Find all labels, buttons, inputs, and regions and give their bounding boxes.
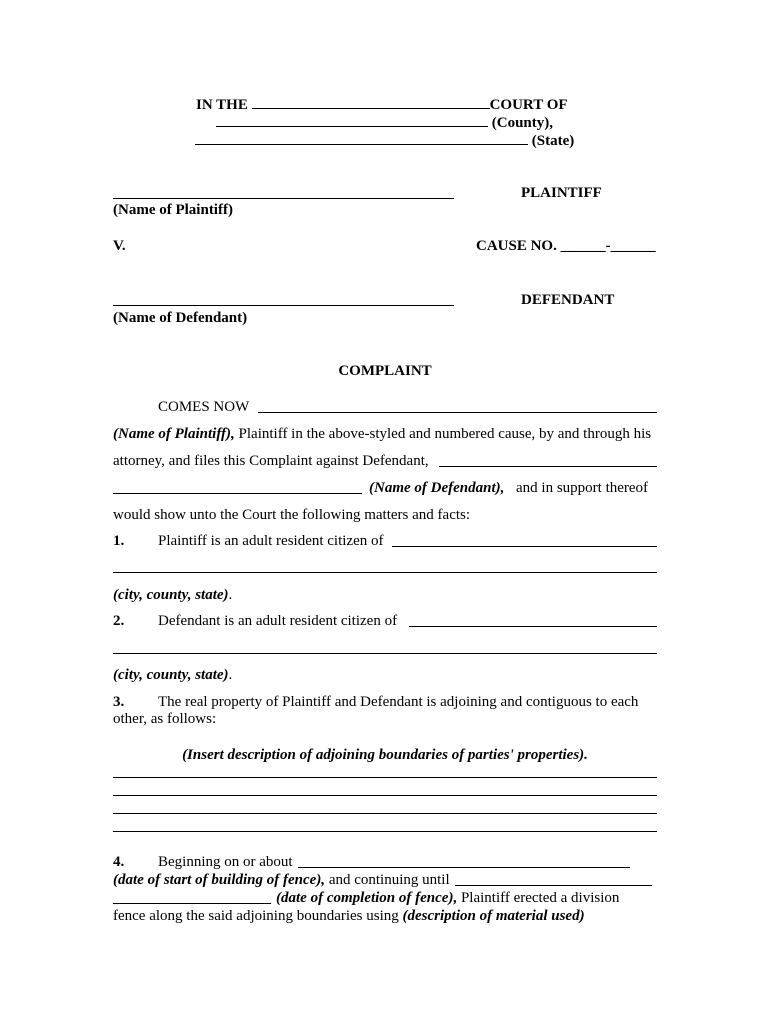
intro-line-3: attorney, and files this Complaint against Defendant, bbox=[113, 453, 429, 469]
intro-line-4-text: and in support thereof bbox=[516, 480, 649, 496]
para4-blank-3[interactable] bbox=[113, 903, 271, 904]
para2-text: Defendant is an adult resident citizen of bbox=[158, 613, 398, 629]
intro-blank-1[interactable] bbox=[258, 412, 657, 413]
intro-line-5: would show unto the Court the following matters and facts: bbox=[113, 507, 471, 523]
cause-number: CAUSE NO. ______-______ bbox=[476, 238, 656, 254]
para4-blank-1[interactable] bbox=[298, 867, 630, 868]
plaintiff-name-hint: (Name of Plaintiff), bbox=[113, 426, 235, 442]
court-header-line3 bbox=[195, 131, 574, 150]
para4-fence-text: fence along the said adjoining boundaries using bbox=[113, 908, 403, 924]
para4-beginning: Beginning on or about bbox=[158, 854, 293, 870]
para1-blank-2[interactable] bbox=[113, 572, 657, 573]
para2-hint-line bbox=[113, 666, 232, 684]
para2-number: 2. bbox=[113, 613, 125, 629]
para4-start-date-hint: (date of start of building of fence), bbox=[113, 872, 326, 888]
para4-line-2 bbox=[113, 871, 450, 889]
para4-completion-date-hint: (date of completion of fence), bbox=[276, 890, 458, 906]
court-name-blank[interactable] bbox=[252, 95, 490, 109]
court-header-line2 bbox=[216, 113, 553, 132]
court-header-line1 bbox=[196, 95, 568, 114]
court-of-label: COURT OF bbox=[489, 97, 568, 113]
para3-blank-3[interactable] bbox=[113, 813, 657, 814]
para3-text-2: other, as follows: bbox=[113, 711, 217, 727]
para2-end: . bbox=[228, 667, 233, 683]
intro-blank-2[interactable] bbox=[439, 466, 657, 467]
para4-erected: Plaintiff erected a division bbox=[457, 890, 620, 906]
para3-text: The real property of Plaintiff and Defendant is adjoining and contiguous to each bbox=[158, 694, 639, 710]
defendant-role: DEFENDANT bbox=[521, 292, 615, 308]
para4-line-3 bbox=[276, 889, 619, 907]
plaintiff-name-label: (Name of Plaintiff) bbox=[113, 202, 233, 218]
intro-blank-3[interactable] bbox=[113, 493, 362, 494]
para3-insert-hint: (Insert description of adjoining boundaries of parties' properties). bbox=[182, 747, 588, 763]
para4-continuing: and continuing until bbox=[325, 872, 450, 888]
para4-blank-2[interactable] bbox=[455, 885, 652, 886]
in-the-label: IN THE bbox=[196, 97, 248, 113]
county-blank[interactable] bbox=[216, 113, 488, 127]
para3-blank-4[interactable] bbox=[113, 831, 657, 832]
intro-line-2 bbox=[113, 425, 651, 443]
versus: V. bbox=[113, 238, 126, 254]
para1-number: 1. bbox=[113, 533, 125, 549]
plaintiff-name-line[interactable] bbox=[113, 198, 454, 199]
para1-hint: (city, county, state) bbox=[113, 587, 229, 603]
defendant-name-hint: (Name of Defendant), bbox=[369, 480, 505, 496]
defendant-name-line[interactable] bbox=[113, 305, 454, 306]
state-label: (State) bbox=[531, 133, 575, 149]
state-blank[interactable] bbox=[195, 131, 528, 145]
para2-hint: (city, county, state) bbox=[113, 667, 229, 683]
para4-number: 4. bbox=[113, 854, 125, 870]
para1-text: Plaintiff is an adult resident citizen of bbox=[158, 533, 384, 549]
para3-blank-1[interactable] bbox=[113, 777, 657, 778]
para2-blank-2[interactable] bbox=[113, 653, 657, 654]
para3-blank-2[interactable] bbox=[113, 795, 657, 796]
para2-blank-1[interactable] bbox=[409, 626, 657, 627]
intro-line-2-text: Plaintiff in the above-styled and numbered cause, by and through his bbox=[234, 426, 652, 442]
para1-blank-1[interactable] bbox=[392, 546, 657, 547]
para4-material-hint: (description of material used) bbox=[402, 908, 585, 924]
defendant-name-label: (Name of Defendant) bbox=[113, 310, 248, 326]
para1-hint-line bbox=[113, 586, 232, 604]
document-title: COMPLAINT bbox=[338, 363, 432, 379]
plaintiff-role: PLAINTIFF bbox=[521, 185, 602, 201]
para4-line-4 bbox=[113, 907, 585, 925]
county-label: (County), bbox=[491, 115, 554, 131]
para1-end: . bbox=[228, 587, 233, 603]
para3-number: 3. bbox=[113, 694, 125, 710]
comes-now: COMES NOW bbox=[158, 399, 250, 415]
